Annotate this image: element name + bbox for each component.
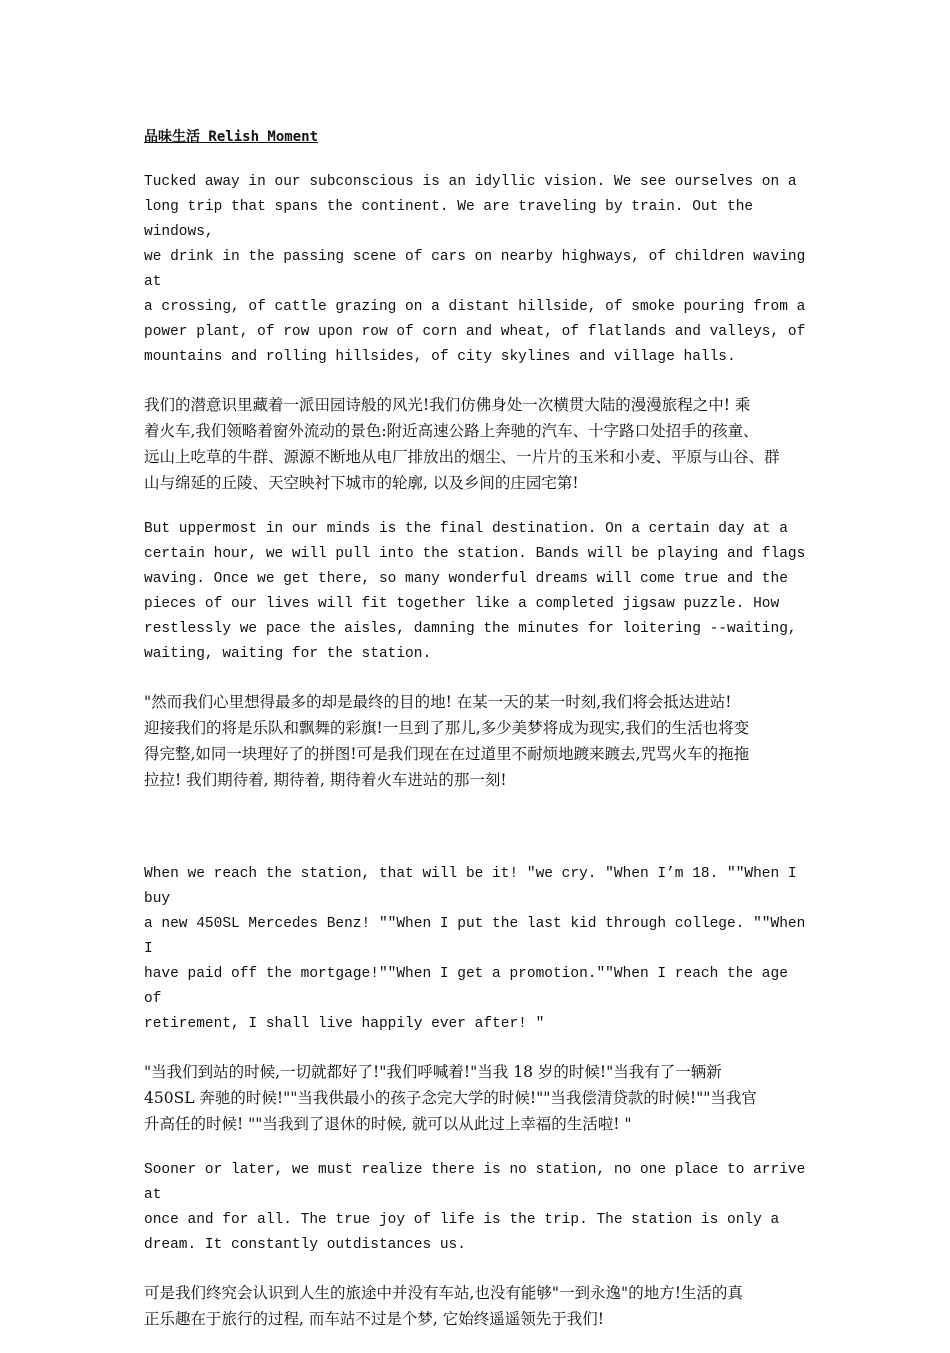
paragraph-en-1: Tucked away in our subconscious is an idyllic vision. We see ourselves on a long trip that spans the continent. We are traveling by train. Out the windows, we drink in the passing scene of cars on nearby highways, of children waving at a crossing, of cattle grazing on a distant hillside, of smoke pouring from a power plant, of row upon row of corn and wheat, of flatlands and valleys, of mountains and rolling hillsides, of city skylines and village halls. (144, 174, 806, 365)
paragraph-en-4: Sooner or later, we must realize there is no station, no one place to arrive at once and for all. The true joy of life is the trip. The station is only a dream. It constantly outdistances us. (144, 1162, 806, 1253)
paragraph-zh-2: "然而我们心里想得最多的却是最终的目的地! 在某一天的某一时刻,我们将会抵达进站! 迎接我们的将是乐队和飘舞的彩旗!一旦到了那儿,多少美梦将成为现实,我们的生活也将变 得完整,如同一块理好了的拼图!可是我们现在在过道里不耐烦地踱来踱去,咒骂火车的拖拖 拉拉! 我们期待着, 期待着, 期待着火车进站的那一刻! (144, 693, 750, 789)
paragraph-zh-4: 可是我们终究会认识到人生的旅途中并没有车站,也没有能够"一到永逸"的地方!生活的真 正乐趣在于旅行的过程, 而车站不过是个梦, 它始终遥遥领先于我们! (144, 1284, 743, 1328)
document-body (144, 124, 808, 1353)
paragraph-zh-1: 我们的潜意识里藏着一派田园诗般的风光!我们仿佛身处一次横贯大陆的漫漫旅程之中! 乘 着火车,我们领略着窗外流动的景色:附近高速公路上奔驰的汽车、十字路口处招手的孩童、 远山上吃草的牛群、源源不断地从电厂排放出的烟尘、一片片的玉米和小麦、平原与山谷、群 山与绵延的丘陵、天空映衬下城市的轮廓, 以及乡间的庄园宅第! (144, 396, 780, 492)
paragraph-en-3: When we reach the station, that will be it! "we cry. "When I’m 18. ""When I buy a new 450SL Mercedes Benz! ""When I put the last kid through college. ""When I have paid off the mortgage!""When I get a promotion.""When I reach the age of retirement, I shall live happily ever after! " (144, 866, 806, 1032)
paragraph-zh-3: "当我们到站的时候,一切就都好了!"我们呼喊着!"当我 18 岁的时候!"当我有了一辆新 450SL 奔驰的时候!""当我供最小的孩子念完大学的时候!""当我偿清贷款的时候!""当我官 升高任的时候! ""当我到了退休的时候, 就可以从此过上幸福的生活啦! " (144, 1063, 757, 1133)
blank-gap (144, 814, 808, 862)
paragraph-en-2: But uppermost in our minds is the final destination. On a certain day at a certain hour, we will pull into the station. Bands will be playing and flags waving. Once we get there, so many wonderful dreams will come true and the pieces of our lives will fit together like a completed jigsaw puzzle. How restlessly we pace the aisles, damning the minutes for loitering --waiting, waiting, waiting for the station. (144, 521, 806, 662)
document-title: 品味生活 Relish Moment (144, 129, 319, 145)
